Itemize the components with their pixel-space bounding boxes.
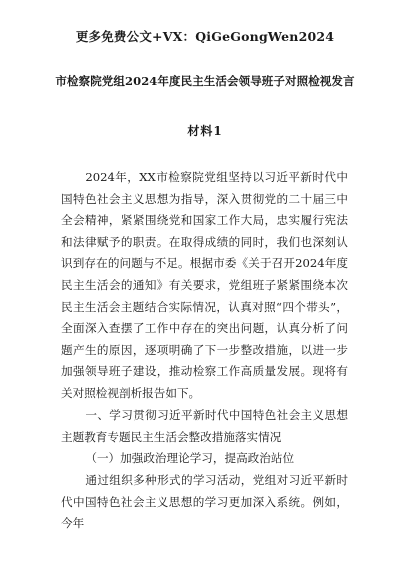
subsection-heading-1: （一）加强政治理论学习，提高政治站位 — [85, 451, 295, 465]
document-title: 市检察院党组2024年度民主生活会领导班子对照检视发言 — [55, 74, 355, 88]
paragraph-study: 通过组织多种形式的学习活动，党组对习近平新时代中国特色社会主义思想的学习更加深入系统。例如，今年 — [61, 473, 348, 531]
material-label: 材料1 — [187, 124, 223, 138]
paragraph-intro: 2024年，XX市检察院党组坚持以习近平新时代中国特色社会主义思想为指导，深入贯彻党的二十届三中全会精神，紧紧围绕党和国家工作大局，忠实履行宪法和法律赋予的职责。在取得成绩的同时，我们也深刻认识到存在的问题与不足。根据市委《关于召开2024年度民主生活会的通知》有关要求，党组班子紧紧围绕本次民主生活会主题结合实际情况，认真对照“四个带头”，全面深入查摆了工作中存在的突出问题，认真分析了问题产生的原因，逐项明确了下一步整改措施，以进一步加强领导班子建设，推动检察工作高质量发展。现将有关对照检视剖析报告如下。 — [61, 170, 348, 400]
header-note: 更多免费公文+VX：QiGeGongWen2024 — [75, 29, 335, 44]
section-heading-1: 一、学习贯彻习近平新时代中国特色社会主义思想主题教育专题民主生活会整改措施落实情况 — [61, 408, 348, 444]
